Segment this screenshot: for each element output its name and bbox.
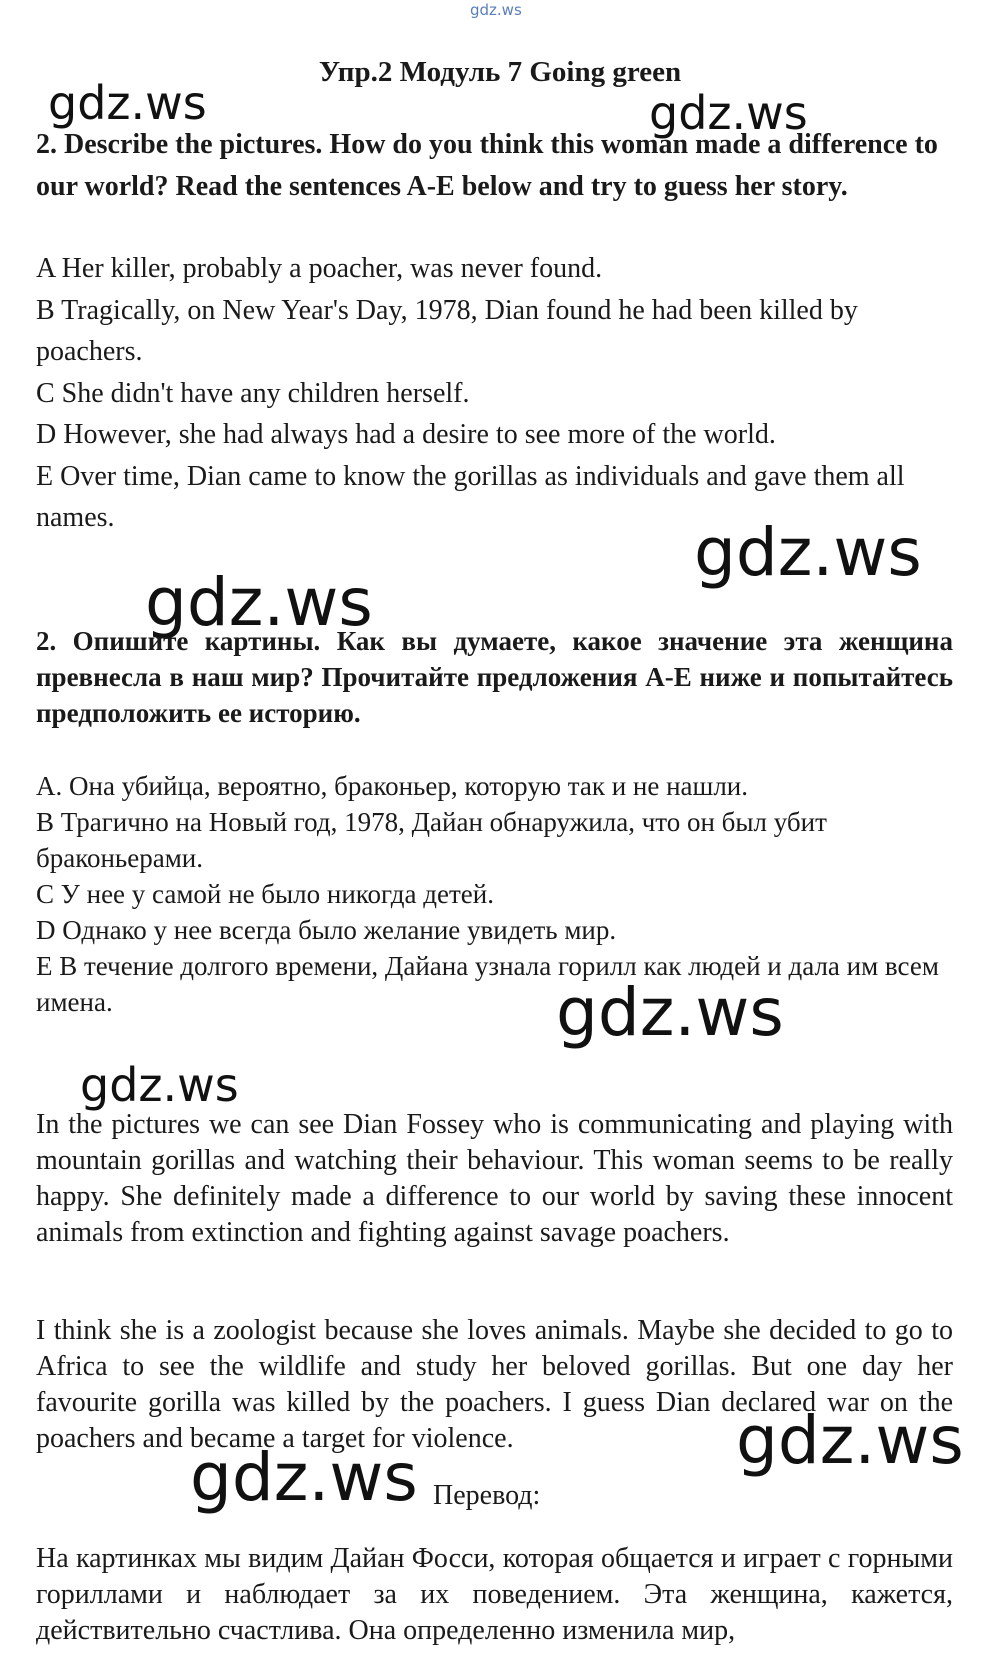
sentence-list-russian [36, 768, 966, 1020]
sentence-d-ru: D Однако у нее всегда было желание увидеть мир. [36, 915, 617, 945]
watermark: gdz.ws [145, 564, 373, 641]
sentence-b-ru: В Трагично на Новый год, 1978, Дайан обнаружила, что он был убит браконьерами. [36, 807, 827, 873]
answer-paragraph-1: In the pictures we can see Dian Fossey who is communicating and playing with mountain gorillas and watching their behaviour. This woman seems to be really happy. She definitely made a difference to our world by saving these innocent animals from extinction and fighting against savage poachers. [36, 1109, 953, 1248]
translation-label: Перевод: [433, 1480, 541, 1511]
watermark: gdz.ws [556, 974, 784, 1051]
answer-paragraph-2: I think she is a zoologist because she loves animals. Maybe she decided to go to Africa to see the wildlife and study her beloved gorillas. But one day her favourite gorilla was killed by the poachers. I guess Dian declared war on the poachers and became a target for violence. [36, 1315, 953, 1454]
sentence-list-english [36, 248, 966, 539]
sentence-e: E Over time, Dian came to know the gorillas as individuals and gave them all names. [36, 460, 905, 533]
sentence-b: B Tragically, on New Year's Day, 1978, Dian found he had been killed by poachers. [36, 294, 858, 367]
watermark: gdz.ws [48, 76, 207, 130]
sentence-e-ru: Е В течение долгого времени, Дайана узнала горилл как людей и дала им всем имена. [36, 951, 939, 1017]
sentence-c-ru: С У нее у самой не было никогда детей. [36, 879, 494, 909]
task-russian: 2. Опишите картины. Как вы думаете, какое значение эта женщина превнесла в наш мир? Прочитайте предложения A-E ниже и попытайтесь предположить ее историю. [36, 626, 953, 728]
sentence-a-ru: А. Она убийца, вероятно, браконьер, которую так и не нашли. [36, 771, 748, 801]
translation-paragraph-1: На картинках мы видим Дайан Фосси, которая общается и играет с горными гориллами и наблюдает за их поведением. Эта женщина, кажется, действительно счастлива. Она определенно изменила мир, [36, 1543, 953, 1646]
task-english: 2. Describe the pictures. How do you think this woman made a difference to our world? Read the sentences A-E below and try to guess her story. [36, 129, 938, 202]
sentence-a: A Her killer, probably a poacher, was never found. [36, 253, 603, 284]
watermark: gdz.ws [736, 1402, 964, 1479]
page-title: Упр.2 Модуль 7 Going green [318, 56, 682, 88]
watermark-top: gdz.ws [470, 1, 522, 19]
watermark: gdz.ws [694, 514, 922, 591]
watermark: gdz.ws [649, 86, 808, 140]
sentence-d: D However, she had always had a desire to see more of the world. [36, 419, 776, 450]
watermark: gdz.ws [80, 1058, 239, 1112]
sentence-c: C She didn't have any children herself. [36, 377, 470, 409]
watermark: gdz.ws [190, 1439, 418, 1516]
